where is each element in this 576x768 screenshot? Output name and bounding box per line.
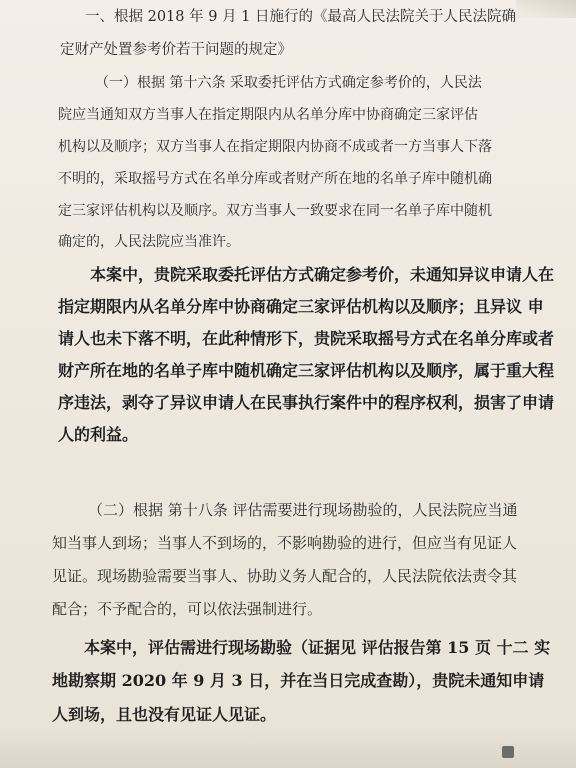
rule18-line-4: 配合；不予配合的，可以依法强制进行。	[52, 600, 323, 618]
case2-line-1: 本案中，评估需进行现场勘验（证据见 评估报告第 15 页 十二 实	[84, 638, 551, 657]
bottom-shadow	[0, 728, 576, 768]
case1-line-6: 人的利益。	[58, 425, 139, 444]
case1-line-3: 请人也未下落不明，在此种情形下，贵院采取摇号方式在名单分库或者	[58, 329, 555, 348]
heading-line-1: 一、根据 2018 年 9 月 1 日施行的《最高人民法院关于人民法院确	[85, 9, 517, 25]
rule16-line-3: 机构以及顺序；双方当事人在指定期限内协商不成或者一方当事人下落	[58, 139, 492, 155]
heading-line-2: 定财产处置参考价若干问题的规定》	[60, 42, 292, 58]
rule18-line-1: （二）根据 第十八条 评估需要进行现场勘验的，人民法院应当通	[88, 501, 518, 519]
case2-line-2: 地勘察期 2020 年 9 月 3 日，并在当日完成查勘），贵院未通知申请	[52, 671, 545, 690]
rule16-line-2: 院应当通知双方当事人在指定期限内从名单分库中协商确定三家评估	[58, 107, 478, 123]
case1-line-4: 财产所在地的名单子库中随机确定三家评估机构以及顺序，属于重大程	[58, 361, 555, 380]
rule16-line-1: （一）根据 第十六条 采取委托评估方式确定参考价的，人民法	[95, 75, 482, 91]
case2-line-3: 人到场，且也没有见证人见证。	[52, 705, 277, 724]
rule16-line-6: 确定的，人民法院应当准许。	[58, 234, 240, 250]
case1-line-2: 指定期限内从名单分库中协商确定三家评估机构以及顺序；且异议 申	[58, 297, 544, 316]
rule18-line-3: 见证。现场勘验需要当事人、协助义务人配合的，人民法院依法责令其	[52, 567, 518, 585]
rule18-line-2: 知当事人到场；当事人不到场的，不影响勘验的进行，但应当有见证人	[52, 534, 518, 552]
case1-line-1: 本案中，贵院采取委托评估方式确定参考价，未通知异议申请人在	[90, 265, 555, 284]
paper-fold	[516, 0, 576, 18]
rule16-line-4: 不明的，采取摇号方式在名单分库或者财产所在地的名单子库中随机确	[58, 171, 492, 187]
case1-line-5: 序违法，剥夺了异议申请人在民事执行案件中的程序权利，损害了申请	[58, 393, 555, 412]
rule16-line-5: 定三家评估机构以及顺序。双方当事人一致要求在同一名单子库中随机	[58, 203, 492, 219]
